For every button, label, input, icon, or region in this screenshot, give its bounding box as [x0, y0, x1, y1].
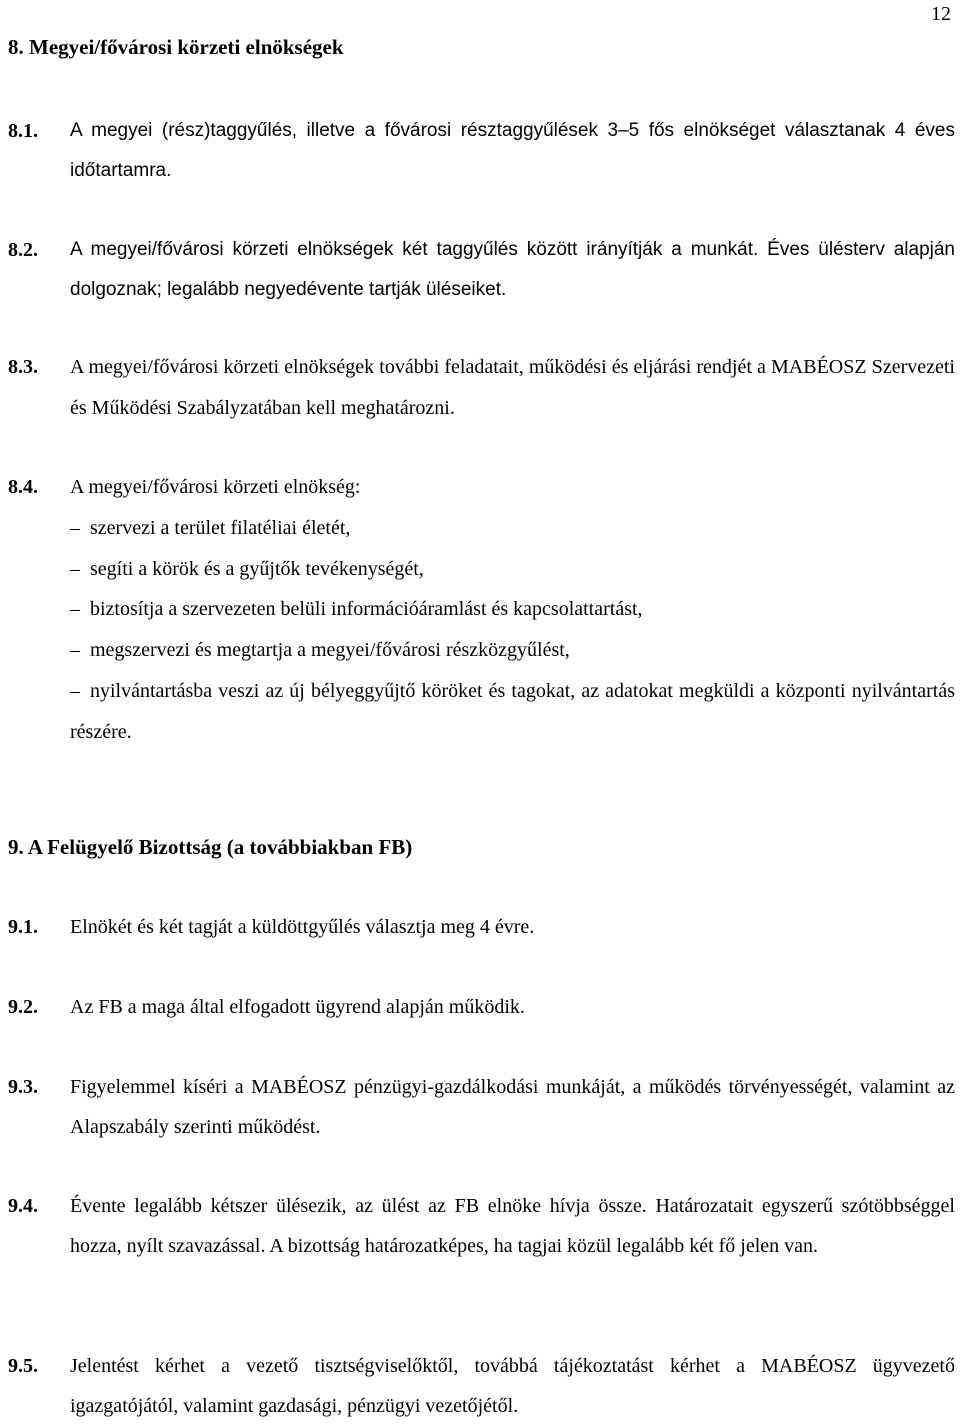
clause-text: A megyei (rész)taggyűlés, illetve a fővárosi résztaggyűlések 3–5 fős elnökséget választanak 4 éves időtartamra. — [70, 120, 955, 181]
clause-8-3 — [8, 347, 955, 429]
clause-number: 8.2. — [8, 239, 38, 261]
clause-text: A megyei/fővárosi körzeti elnökség: — [70, 476, 361, 498]
clause-9-2 — [8, 987, 955, 1027]
list-item — [70, 549, 955, 590]
clause-number: 9.3. — [8, 1076, 38, 1098]
list-item-text: segíti a körök és a gyűjtők tevékenységét, — [90, 557, 424, 580]
clause-number: 9.4. — [8, 1195, 38, 1217]
clause-9-4 — [8, 1186, 955, 1266]
clause-8-2 — [8, 230, 955, 310]
clause-text: Évente legalább kétszer ülésezik, az ülést az FB elnöke hívja össze. Határozatait egyszerű szótöbbséggel hozza, nyílt szavazással. A bizottság határozatképes, ha tagjai közül legalább két fő jelen van. — [70, 1195, 955, 1257]
clause-text: A megyei/fővárosi körzeti elnökségek két taggyűlés között irányítják a munkát. Éves ülésterv alapján dolgoznak; legalább negyedévente tartják üléseiket. — [70, 239, 955, 300]
dash-icon: – — [70, 517, 80, 539]
clause-number: 8.1. — [8, 120, 38, 142]
section-8-heading: 8. Megyei/fővárosi körzeti elnökségek — [8, 35, 344, 59]
dash-icon: – — [70, 639, 80, 662]
list-item — [70, 671, 955, 752]
list-item — [70, 589, 955, 630]
dash-icon: – — [70, 557, 80, 580]
list-item-text: nyilvántartásba veszi az új bélyeggyűjtő köröket és tagokat, az adatokat megküldi a központi nyilvántartás részére. — [70, 679, 955, 743]
list-item-text: biztosítja a szervezeten belüli információáramlást és kapcsolattartást, — [90, 598, 643, 621]
clause-8-4 — [8, 467, 955, 508]
clause-8-4-bullet-list — [70, 508, 955, 752]
clause-text: Jelentést kérhet a vezető tisztségviselőktől, továbbá tájékoztatást kérhet a MABÉOSZ ügyvezető igazgatójától, valamint gazdasági, pénzügyi vezetőjétől. — [70, 1355, 955, 1417]
list-item-text: szervezi a terület filatéliai életét, — [90, 517, 351, 539]
clause-9-1 — [8, 907, 955, 947]
clause-number: 8.3. — [8, 356, 38, 378]
page-number: 12 — [931, 3, 951, 25]
list-item — [70, 630, 955, 671]
dash-icon: – — [70, 598, 80, 621]
clause-text: Figyelemmel kíséri a MABÉOSZ pénzügyi-gazdálkodási munkáját, a működés törvényességét, valamint az Alapszabály szerinti működést. — [70, 1076, 955, 1138]
clause-number: 9.1. — [8, 916, 38, 938]
clause-text: Az FB a maga által elfogadott ügyrend alapján működik. — [70, 996, 525, 1018]
section-9-heading: 9. A Felügyelő Bizottság (a továbbiakban FB) — [8, 835, 413, 859]
list-item-text: megszervezi és megtartja a megyei/fővárosi részközgyűlést, — [90, 639, 570, 662]
clause-number: 8.4. — [8, 476, 38, 498]
list-item — [70, 508, 955, 549]
clause-9-5 — [8, 1346, 955, 1426]
clause-number: 9.2. — [8, 996, 38, 1018]
clause-9-3 — [8, 1067, 955, 1147]
dash-icon: – — [70, 679, 80, 702]
clause-number: 9.5. — [8, 1355, 38, 1377]
clause-text: A megyei/fővárosi körzeti elnökségek további feladatait, működési és eljárási rendjét a MABÉOSZ Szervezeti és Működési Szabályzatában kell meghatározni. — [70, 356, 955, 419]
clause-8-1 — [8, 111, 955, 191]
clause-text: Elnökét és két tagját a küldöttgyűlés választja meg 4 évre. — [70, 916, 535, 938]
